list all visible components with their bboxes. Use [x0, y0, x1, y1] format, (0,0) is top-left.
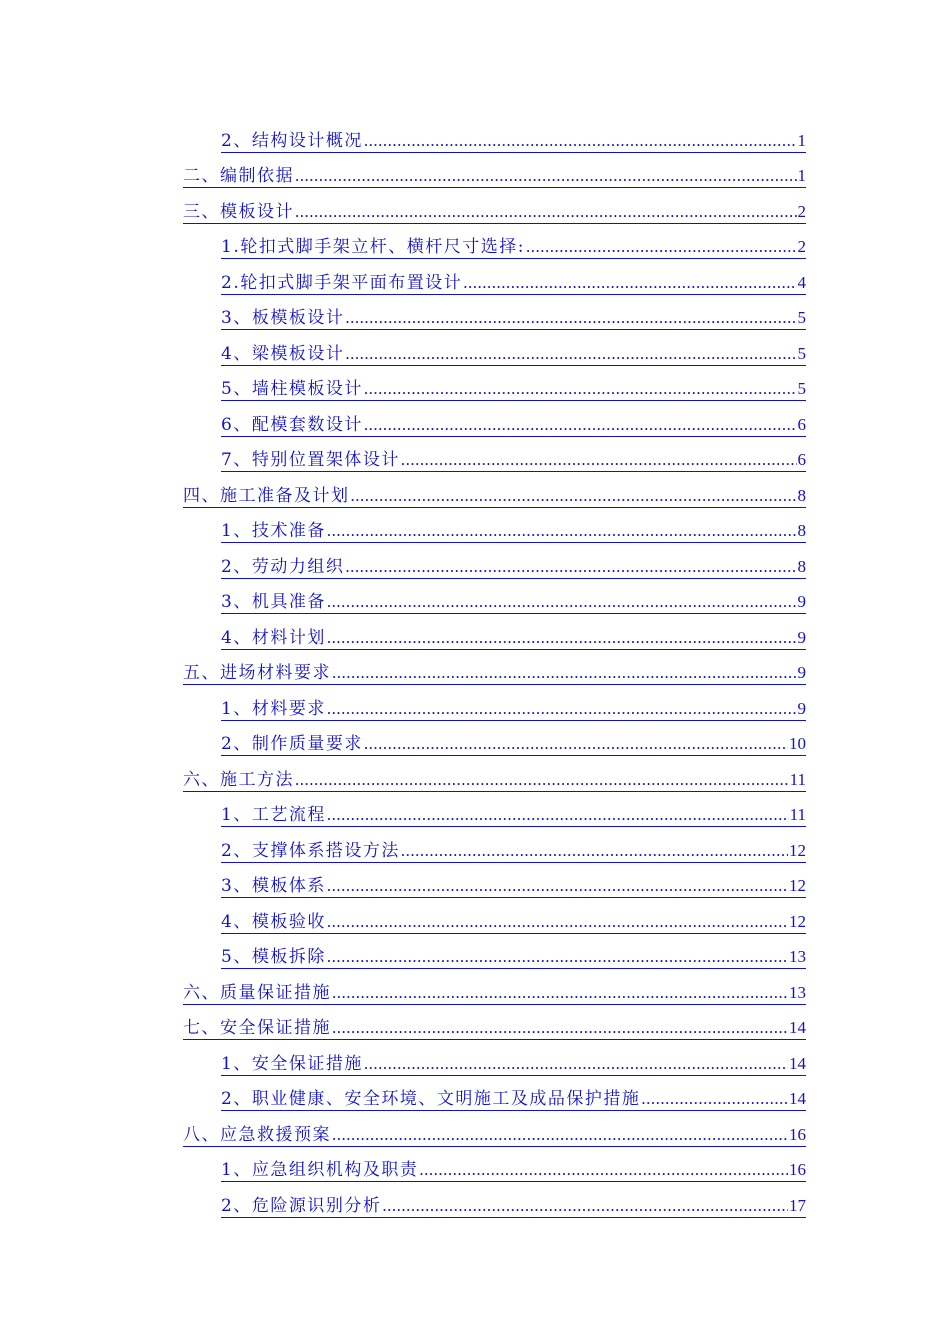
toc-section-link[interactable] — [183, 475, 806, 511]
toc-dot-leader — [295, 201, 797, 223]
toc-dot-leader — [401, 449, 797, 471]
toc-page-number: 14 — [789, 1018, 806, 1037]
toc-entry-title: 1、安全保证措施 — [221, 1053, 363, 1074]
toc-subsection-link[interactable] — [183, 404, 806, 440]
toc-section-link[interactable] — [183, 191, 806, 227]
toc-subsection-link[interactable] — [183, 724, 806, 760]
toc-page-number: 5 — [797, 379, 806, 398]
toc-entry-title: 3、板模板设计 — [221, 308, 345, 328]
toc-page-number: 9 — [797, 698, 806, 718]
toc-dot-leader — [351, 485, 797, 507]
toc-page-number: 14 — [789, 1089, 806, 1108]
toc-subsection-link[interactable] — [183, 582, 806, 618]
toc-subsection-link[interactable] — [183, 1150, 806, 1186]
toc-dot-leader — [345, 343, 796, 365]
toc-dot-leader — [364, 1053, 788, 1075]
toc-entry-title: 3、机具准备 — [221, 592, 326, 612]
toc-dot-leader — [295, 769, 789, 791]
toc-entry-title: 6、配模套数设计 — [221, 414, 363, 435]
toc-subsection-link[interactable] — [183, 617, 806, 653]
toc-dot-leader — [327, 698, 797, 720]
toc-page-number: 5 — [797, 343, 806, 363]
toc-page-number: 8 — [797, 556, 806, 576]
toc-entry-title: 3、模板体系 — [221, 876, 326, 896]
toc-subsection-link[interactable] — [183, 1079, 806, 1115]
toc-page-number: 8 — [797, 521, 806, 540]
toc-entry-title: 2、制作质量要求 — [221, 734, 363, 754]
toc-page-number: 12 — [789, 911, 806, 931]
toc-page-number: 12 — [789, 840, 806, 860]
table-of-contents — [183, 120, 806, 1221]
toc-dot-leader — [345, 556, 796, 578]
toc-dot-leader — [332, 982, 788, 1004]
toc-subsection-link[interactable] — [183, 262, 806, 298]
toc-subsection-link[interactable] — [183, 830, 806, 866]
toc-subsection-link[interactable] — [183, 369, 806, 405]
toc-page-number: 13 — [789, 947, 806, 966]
toc-dot-leader — [327, 591, 797, 613]
toc-entry-title: 1、工艺流程 — [221, 805, 326, 825]
toc-dot-leader — [332, 662, 797, 684]
toc-section-link[interactable] — [183, 156, 806, 192]
toc-entry-title: 二、编制依据 — [183, 166, 294, 186]
toc-subsection-link[interactable] — [183, 298, 806, 334]
toc-dot-leader — [345, 307, 796, 329]
toc-dot-leader — [364, 130, 797, 152]
toc-entry-title: 2、职业健康、安全环境、文明施工及成品保护措施 — [221, 1089, 641, 1109]
toc-dot-leader — [332, 1017, 788, 1039]
toc-entry-title: 2.轮扣式脚手架平面布置设计 — [221, 272, 463, 293]
toc-page-number: 10 — [789, 734, 806, 753]
toc-entry-title: 七、安全保证措施 — [183, 1018, 331, 1038]
toc-dot-leader — [401, 840, 788, 862]
toc-entry-title: 2、支撑体系搭设方法 — [221, 840, 400, 861]
toc-section-link[interactable] — [183, 1114, 806, 1150]
toc-page-number: 13 — [789, 982, 806, 1002]
toc-dot-leader — [364, 733, 788, 755]
toc-dot-leader — [382, 1195, 788, 1217]
toc-dot-leader — [332, 1124, 788, 1146]
toc-page-number: 6 — [797, 450, 806, 469]
toc-dot-leader — [526, 236, 797, 258]
toc-section-link[interactable] — [183, 972, 806, 1008]
toc-entry-title: 1、材料要求 — [221, 698, 326, 719]
toc-dot-leader — [327, 804, 789, 826]
toc-dot-leader — [327, 875, 788, 897]
toc-entry-title: 八、应急救援预案 — [183, 1124, 331, 1145]
toc-entry-title: 5、墙柱模板设计 — [221, 379, 363, 399]
toc-page-number: 17 — [789, 1195, 806, 1215]
toc-page-number: 5 — [797, 308, 806, 327]
toc-entry-title: 1.轮扣式脚手架立杆、横杆尺寸选择: — [221, 237, 525, 257]
toc-entry-title: 三、模板设计 — [183, 201, 294, 222]
toc-dot-leader — [295, 165, 797, 187]
toc-subsection-link[interactable] — [183, 1185, 806, 1221]
toc-page-number: 12 — [789, 876, 806, 895]
toc-dot-leader — [419, 1159, 788, 1181]
toc-entry-title: 五、进场材料要求 — [183, 663, 331, 683]
toc-entry-title: 5、模板拆除 — [221, 947, 326, 967]
toc-section-link[interactable] — [183, 653, 806, 689]
toc-entry-title: 1、技术准备 — [221, 521, 326, 541]
toc-subsection-link[interactable] — [183, 440, 806, 476]
toc-entry-title: 4、梁模板设计 — [221, 343, 345, 364]
toc-subsection-link[interactable] — [183, 795, 806, 831]
toc-page-number: 2 — [797, 201, 806, 221]
toc-page-number: 11 — [789, 769, 806, 789]
toc-dot-leader — [327, 627, 797, 649]
toc-subsection-link[interactable] — [183, 1043, 806, 1079]
toc-subsection-link[interactable] — [183, 901, 806, 937]
toc-page-number: 8 — [797, 485, 806, 505]
toc-page-number: 9 — [797, 663, 806, 682]
toc-page-number: 11 — [789, 805, 806, 824]
toc-subsection-link[interactable] — [183, 511, 806, 547]
toc-dot-leader — [364, 414, 797, 436]
toc-page-number: 16 — [789, 1124, 806, 1144]
toc-section-link[interactable] — [183, 1008, 806, 1044]
toc-subsection-link[interactable] — [183, 937, 806, 973]
toc-entry-title: 7、特别位置架体设计 — [221, 450, 400, 470]
toc-entry-title: 2、危险源识别分析 — [221, 1195, 382, 1216]
toc-page-number: 6 — [797, 414, 806, 434]
toc-page-number: 2 — [797, 237, 806, 256]
toc-entry-title: 2、劳动力组织 — [221, 556, 345, 577]
toc-page-number: 14 — [789, 1053, 806, 1073]
toc-dot-leader — [463, 272, 796, 294]
toc-entry-title: 2、结构设计概况 — [221, 130, 363, 151]
toc-page-number: 16 — [789, 1160, 806, 1179]
toc-entry-title: 4、模板验收 — [221, 911, 326, 932]
toc-subsection-link[interactable] — [183, 866, 806, 902]
toc-page-number: 4 — [797, 272, 806, 292]
toc-dot-leader — [641, 1088, 788, 1110]
toc-section-link[interactable] — [183, 759, 806, 795]
toc-entry-title: 4、材料计划 — [221, 627, 326, 648]
toc-page-number: 9 — [797, 592, 806, 611]
toc-page-number: 1 — [797, 130, 806, 150]
toc-dot-leader — [327, 911, 788, 933]
toc-subsection-link[interactable] — [183, 227, 806, 263]
toc-entry-title: 四、施工准备及计划 — [183, 485, 350, 506]
toc-subsection-link[interactable] — [183, 333, 806, 369]
toc-dot-leader — [327, 520, 797, 542]
toc-entry-title: 六、施工方法 — [183, 769, 294, 790]
toc-subsection-link[interactable] — [183, 688, 806, 724]
toc-subsection-link[interactable] — [183, 120, 806, 156]
toc-dot-leader — [327, 946, 788, 968]
toc-page-number: 1 — [797, 166, 806, 185]
toc-entry-title: 1、应急组织机构及职责 — [221, 1160, 419, 1180]
toc-page-number: 9 — [797, 627, 806, 647]
toc-subsection-link[interactable] — [183, 546, 806, 582]
toc-dot-leader — [364, 378, 797, 400]
toc-entry-title: 六、质量保证措施 — [183, 982, 331, 1003]
